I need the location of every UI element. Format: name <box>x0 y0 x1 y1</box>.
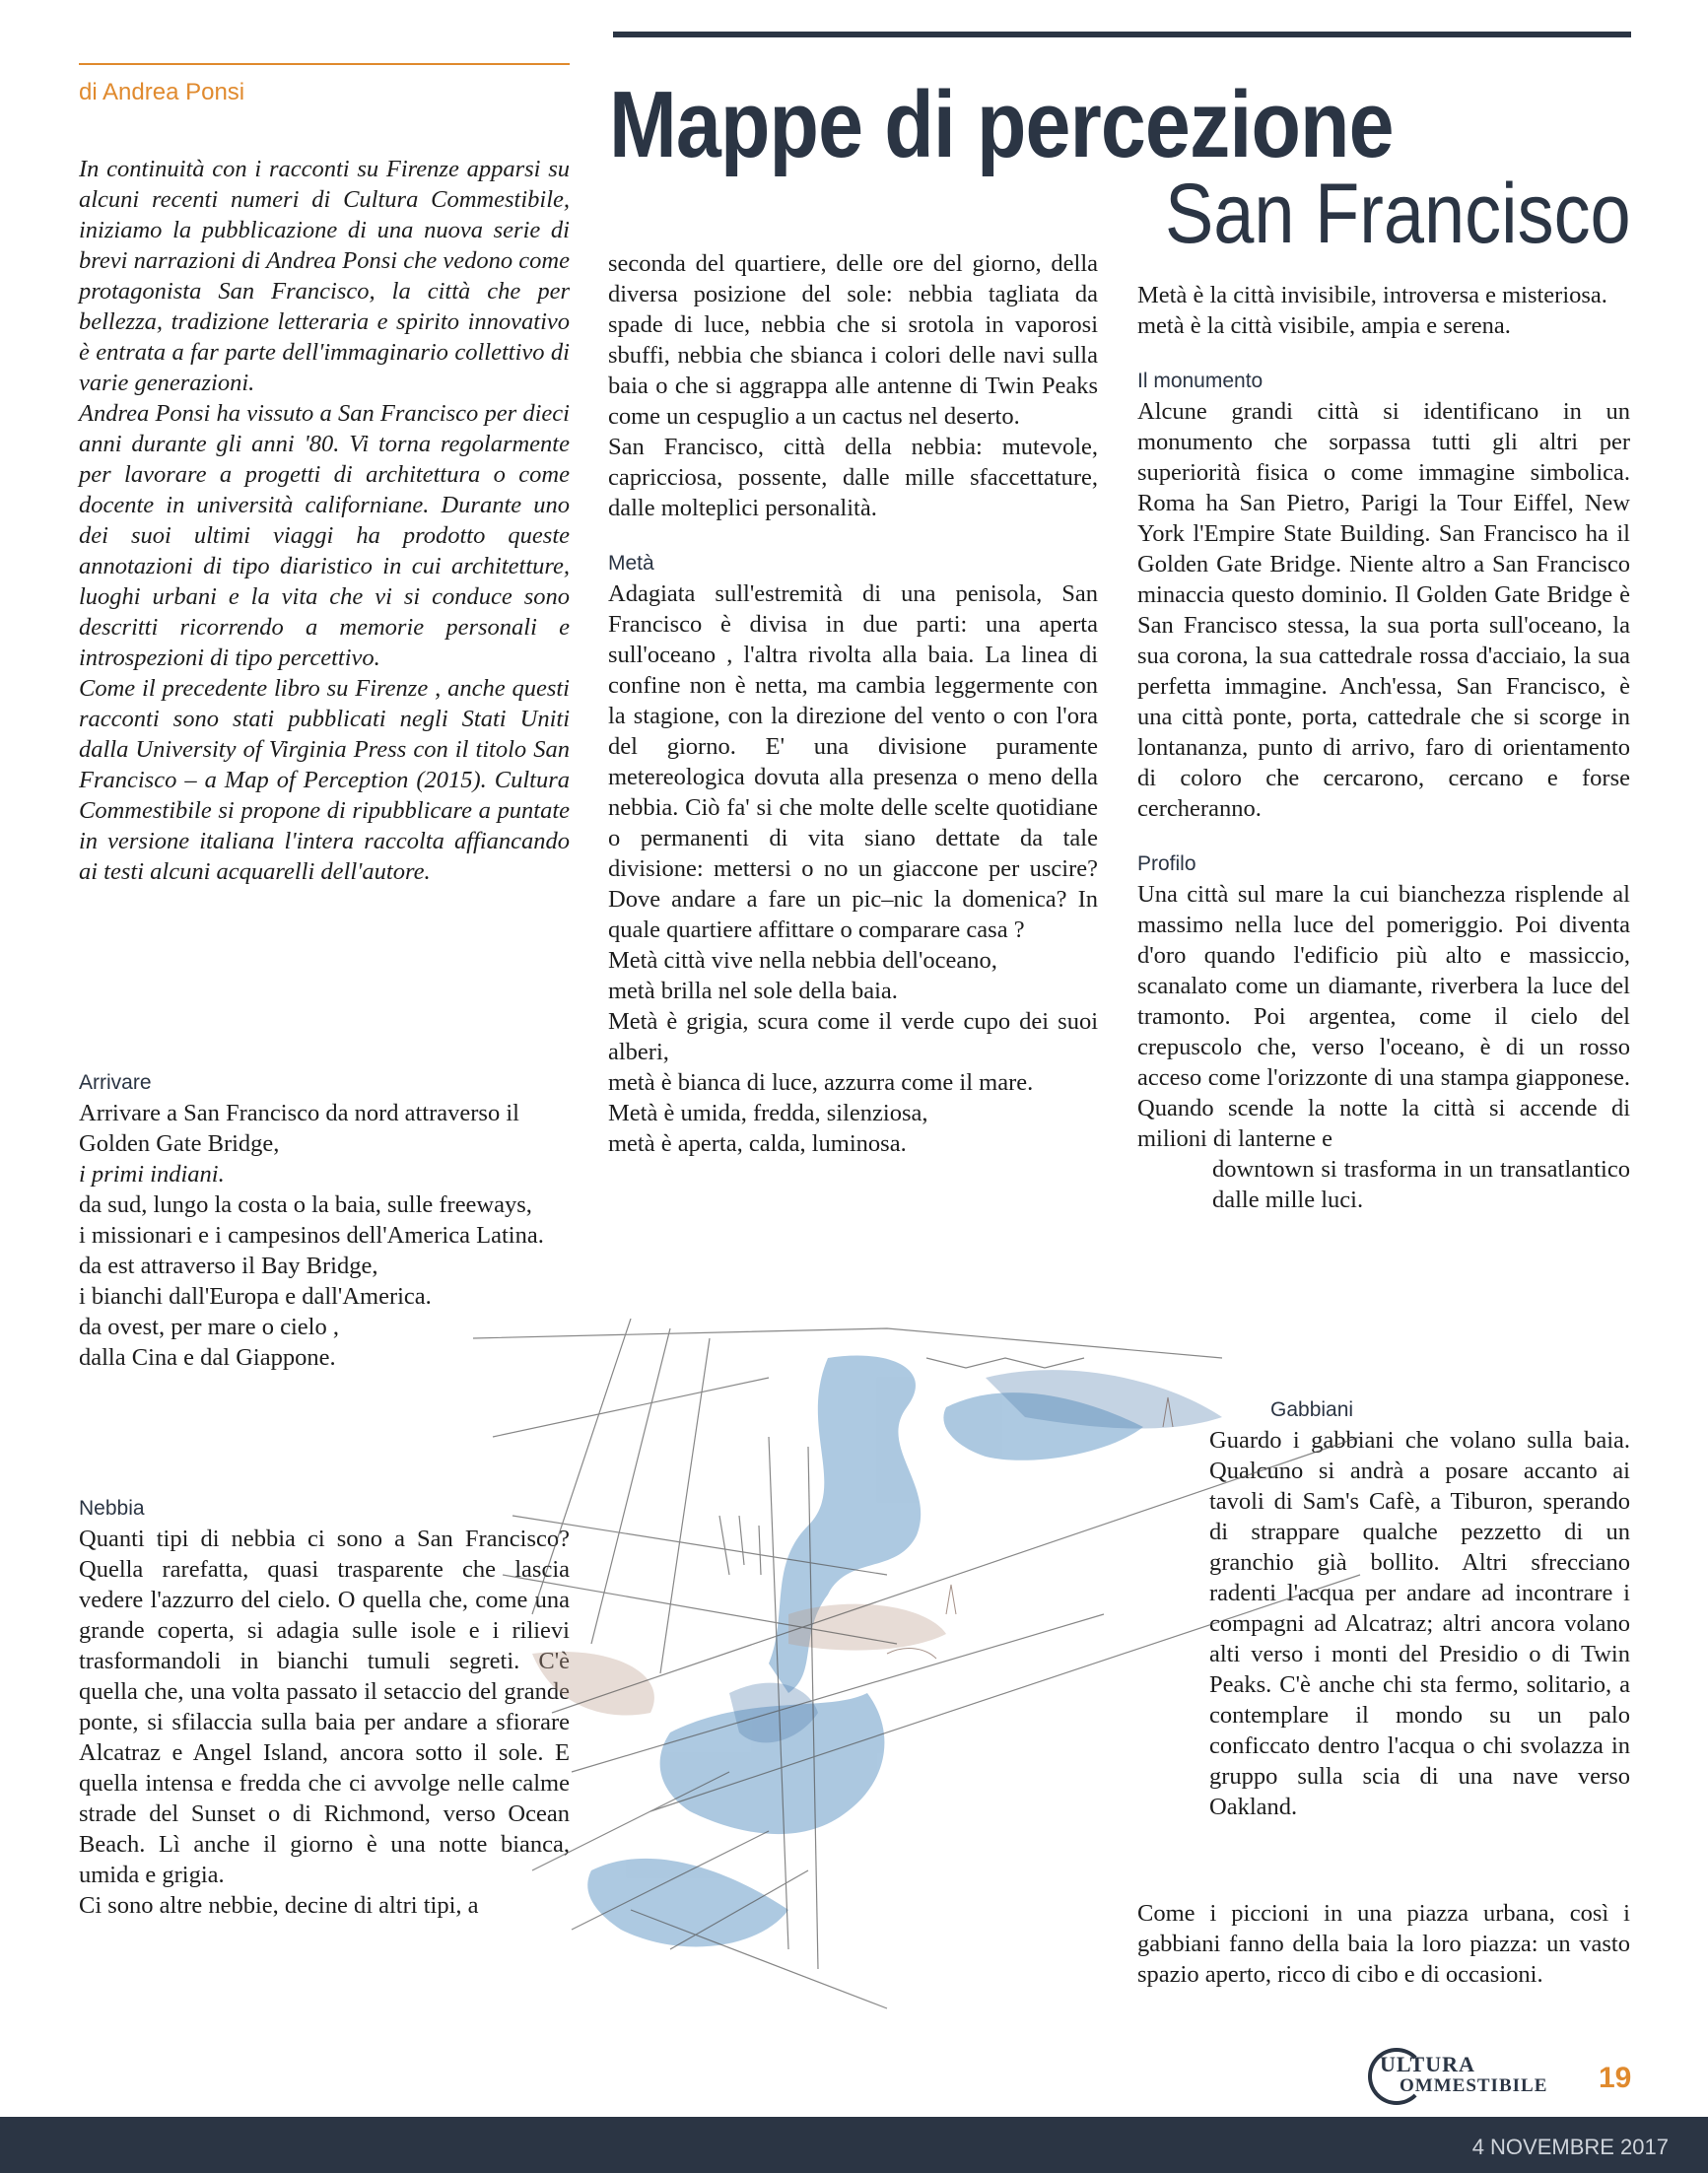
body-paragraph: Guardo i gabbiani che volano sulla baia. Qualcuno si andrà a posare accanto ai tavoli di Sam's Cafè, a Tiburon, sperando di strappare qualche pezzetto di un granchio già bollito. Altri sfrecciano radenti l'acqua per andare ad incontrare i compagni ad Alcatraz; altri ancora volano alti verso i monti del Presidio o di Twin Peaks. C'è anche chi sta fermo, solitario, a contemplare il mondo su un palo conficcato dentro l'acqua o chi svolazza in gruppo sulla scia di una nave verso Oakland. <box>1209 1427 1630 1820</box>
column-2 <box>608 248 1098 1159</box>
article-title: Mappe di percezione <box>609 72 1394 177</box>
body-paragraph: San Francisco, città della nebbia: mutevole, capricciosa, possente, dalle mille sfaccettature, dalle molteplici personalità. <box>608 434 1098 521</box>
body-paragraph: Come i piccioni in una piazza urbana, così i gabbiani fanno della baia la loro piazza: un vasto spazio aperto, ricco di cibo e di occasioni. <box>1137 1900 1630 1988</box>
body-paragraph: Una città sul mare la cui bianchezza risplende al massimo nella luce del pomeriggio. Poi diventa d'oro quando l'edificio più alto e massiccio, scanalato come un diamante, riverbera la luce del tramonto. Poi argentea, come il cielo del crepuscolo che, verso l'oceano, è di un rosso acceso come l'orizzonte di una stampa giapponese. Quando scende la notte la città si accende di milioni di lanterne e <box>1137 881 1630 1152</box>
poem-line: i primi indiani. <box>79 1161 225 1188</box>
poem-line: Arrivare a San Francisco da nord attraverso il Golden Gate Bridge, <box>79 1100 519 1157</box>
body-paragraph: Ci sono altre nebbie, decine di altri tipi, a <box>79 1892 479 1919</box>
body-line: Metà è umida, fredda, silenziosa, <box>608 1100 928 1126</box>
byline-rule <box>79 63 570 65</box>
section-heading-arrivare: Arrivare <box>79 1071 152 1094</box>
body-paragraph: Adagiata sull'estremità di una penisola, San Francisco è divisa in due parti: una aperta sull'oceano , l'altra rivolta alla baia. La linea di confine non è netta, ma cambia leggermente con la stagione, con la direzione del vento o con l'ora del giorno. E' una divisione puramente metereologica dovuta alla presenza o meno della nebbia. Ciò fa' si che molte delle scelte quotidiane o permanenti di vita siano dettate da tale divisione: mettersi o no un giaccone per uscire? Dove andare a fare un pic–nic la domenica? In quale quartiere affittare o comparare casa ? <box>608 580 1098 943</box>
issue-date: 4 NOVEMBRE 2017 <box>1471 2135 1669 2159</box>
section-heading-profilo: Profilo <box>1137 852 1196 875</box>
article-subtitle: San Francisco <box>1165 167 1631 261</box>
body-paragraph: downtown si trasforma in un transatlantico dalle mille luci. <box>1212 1156 1630 1213</box>
watercolor-sketch <box>473 1319 1380 2028</box>
body-line: metà è aperta, calda, luminosa. <box>608 1130 907 1157</box>
body-line: Metà città vive nella nebbia dell'oceano, <box>608 947 997 974</box>
footer-bar <box>0 2117 1708 2173</box>
intro-column <box>79 154 570 887</box>
body-paragraph: metà è la città visibile, ampia e serena. <box>1137 312 1511 339</box>
section-heading-monumento: Il monumento <box>1137 370 1264 392</box>
section-heading-meta: Metà <box>608 552 654 575</box>
poem-line: da ovest, per mare o cielo , <box>79 1314 339 1340</box>
body-paragraph: Quanti tipi di nebbia ci sono a San Francisco? Quella rarefatta, quasi trasparente che lascia vedere l'azzurro del cielo. O quella che, come una grande coperta, si adagia sulle isole e i rilievi trasformandoli in bianchi tumuli segreti. C'è quella che, una volta passato il setaccio del grande ponte, si sfilaccia sulla baia per andare a sfiorare Alcatraz e Angel Island, ancora sotto il sole. E quella intensa e fredda che ci avvolge nelle calme strade del Sunset o di Richmond, verso Ocean Beach. Lì anche il giorno è una notte bianca, umida e grigia. <box>79 1526 570 1888</box>
intro-paragraph: Andrea Ponsi ha vissuto a San Francisco per dieci anni durante gli anni '80. Vi torna regolarmente per lavorare a progetti di architettura o come docente in università californiane. Durante uno dei suoi ultimi viaggi ha prodotto queste annotazioni di tipo diaristico in cui architetture, luoghi urbani e la vita che vi si conduce sono descritti ricorrendo a memorie personali e introspezioni di tipo percettivo. <box>79 400 570 671</box>
poem-line: i bianchi dall'Europa e dall'America. <box>79 1283 432 1310</box>
body-paragraph: Alcune grandi città si identificano in un monumento che sorpassa tutti gli altri per superiorità fisica o come immagine simbolica. Roma ha San Pietro, Parigi la Tour Eiffel, New York l'Empire State Building. San Francisco ha il Golden Gate Bridge. Niente altro a San Francisco minaccia questo dominio. Il Golden Gate Bridge è San Francisco stessa, la sua porta sull'oceano, la sua corona, la sua cattedrale rossa d'acciaio, la sua perfetta immagine. Anch'essa, San Francisco, è una città ponte, porta, cattedrale che si scorge in lontananza, punto di arrivo, faro di orientamento di coloro che cercarono, cercano e forse cercheranno. <box>1137 398 1630 822</box>
section-heading-nebbia: Nebbia <box>79 1497 145 1520</box>
magazine-logo-line2: OMMESTIBILE <box>1400 2075 1548 2096</box>
column-3 <box>1137 280 1630 1215</box>
byline: di Andrea Ponsi <box>79 79 245 105</box>
poem-line: da est attraverso il Bay Bridge, <box>79 1253 378 1279</box>
poem-line: i missionari e i campesinos dell'America Latina. <box>79 1222 544 1249</box>
poem-line: da sud, lungo la costa o la baia, sulle freeways, <box>79 1191 532 1218</box>
magazine-logo-line1: ULTURA <box>1380 2052 1475 2076</box>
body-line: metà è bianca di luce, azzurra come il mare. <box>608 1069 1034 1096</box>
header-rule <box>613 32 1631 37</box>
body-paragraph: Metà è la città invisibile, introversa e misteriosa. <box>1137 282 1607 308</box>
body-line: metà brilla nel sole della baia. <box>608 978 898 1004</box>
intro-paragraph: In continuità con i racconti su Firenze apparsi su alcuni recenti numeri di Cultura Commestibile, iniziamo la pubblicazione di una nuova serie di brevi narrazioni di Andrea Ponsi che vedono come protagonista San Francisco, la città che per bellezza, tradizione letteraria e spirito innovativo è entrata a far parte dell'immaginario collettivo di varie generazioni. <box>79 156 570 396</box>
intro-paragraph: Come il precedente libro su Firenze , anche questi racconti sono stati pubblicati negli Stati Uniti dalla University of Virginia Press con il titolo San Francisco – a Map of Perception (2015). Cultura Commestibile si propone di ripubblicare a puntate in versione italiana l'intera raccolta affiancando ai testi alcuni acquarelli dell'autore. <box>79 675 570 885</box>
body-line: Metà è grigia, scura come il verde cupo dei suoi alberi, <box>608 1008 1098 1065</box>
poem-line: dalla Cina e dal Giappone. <box>79 1344 336 1371</box>
body-paragraph: seconda del quartiere, delle ore del giorno, della diversa posizione del sole: nebbia tagliata da spade di luce, nebbia che si srotola in vaporosi sbuffi, nebbia che sbianca i colori delle navi sulla baia o che si aggrappa alle antenne di Twin Peaks come un cespuglio a un cactus nel deserto. <box>608 250 1098 430</box>
section-heading-gabbiani: Gabbiani <box>1270 1398 1354 1421</box>
page-number: 19 <box>1599 2062 1632 2094</box>
